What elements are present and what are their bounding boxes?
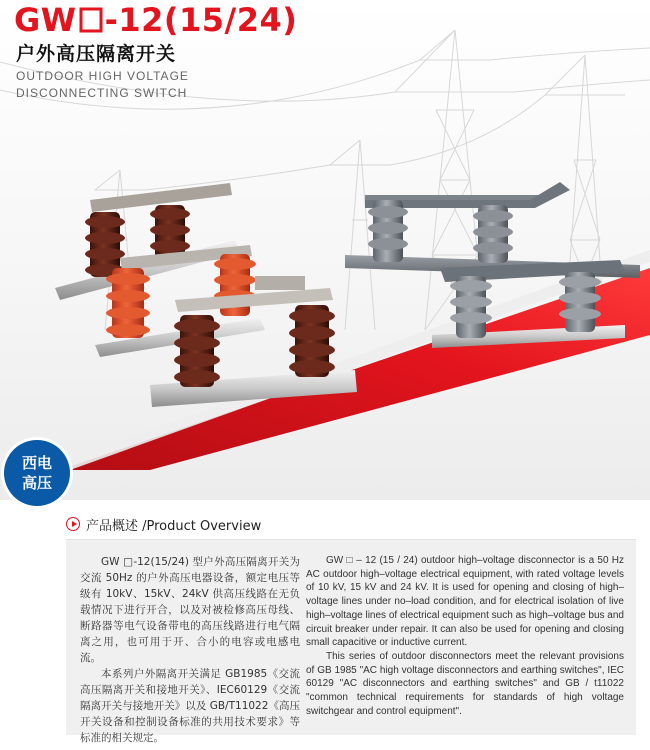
overview-english-column [306, 554, 624, 718]
overview-cn-paragraph: 本系列户外隔离开关满足 GB1985《交流高压隔离开关和接地开关》、IEC60129《交流隔离开关与接地开关》以及 GB/T11022《高压开关设备和控制设备标准的共用技术要求》等标准的相关规定。 [80, 668, 300, 744]
product-model-title [14, 2, 297, 38]
overview-header [66, 514, 261, 534]
product-photo [0, 150, 650, 470]
badge-line2: 高压 [21, 474, 52, 492]
badge-line1: 西电 [21, 454, 52, 472]
overview-en-paragraph: GW □ – 12 (15 / 24) outdoor high–voltage disconnector is a 50 Hz AC outdoor high–voltage electrical equipment, with rated voltage levels of 10 kV, 15 kV and 24 kV. It is used for opening and closing of high–voltage lines under no–load condition, and for electrical isolation of live high–voltage lines of electrical equipment such as high–voltage bus and circuit breaker under repair. It can also be used for opening and closing small capacitive or inductive current. [306, 555, 624, 649]
overview-chinese-column [80, 554, 300, 746]
model-placeholder-box [78, 6, 104, 34]
model-suffix: -12(15/24) [104, 1, 298, 39]
title-english-line1: OUTDOOR HIGH VOLTAGE [16, 69, 189, 83]
overview-cn-paragraph: GW □-12(15/24) 型户外高压隔离开关为交流 50Hz 的户外高压电器设备，额定电压等级有 10kV、15kV、24kV 供高压线路在无负载情况下进行开合，以及对被检修高压母线、断路器等电气设备带电的高压线路进行电气隔离之用，也可用于开、合小的电容或电感电流。 [80, 556, 300, 664]
title-chinese: 户外高压隔离开关 [16, 43, 177, 65]
title-english [16, 68, 189, 102]
play-circle-icon [66, 517, 80, 531]
title-english-line2: DISCONNECTING SWITCH [16, 86, 188, 100]
overview-text-panel [66, 539, 636, 744]
overview-en-paragraph: This series of outdoor disconnectors meet the relevant provisions of GB 1985 "AC high voltage disconnectors and earthing switches", IEC 60129 "AC disconnectors and earthing switches" and GB / t11022 "common technical requirements for standards of high voltage switchgear and control equipment". [306, 650, 624, 717]
brand-badge [4, 440, 70, 506]
overview-title: 产品概述 /Product Overview [86, 518, 262, 534]
brown-orange-disconnectors [55, 183, 357, 407]
model-prefix: GW [14, 1, 77, 39]
